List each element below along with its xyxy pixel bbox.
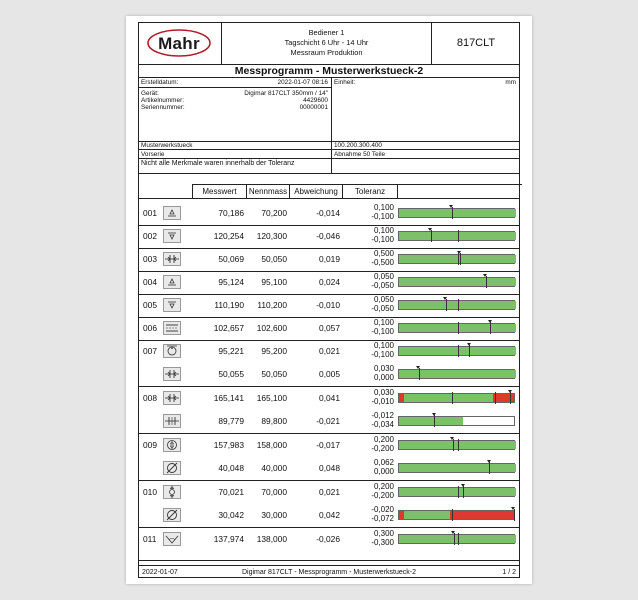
tolerance-upper: 0,100 (373, 341, 394, 350)
tolerance-bar (398, 346, 515, 356)
bore-center-icon (163, 438, 181, 452)
table-row (126, 387, 532, 410)
device-value: Digimar 817CLT 350mm / 14" (244, 90, 328, 97)
measurement-marker (483, 274, 487, 277)
measurement-report-sheet (126, 16, 532, 584)
tolerance-tick (490, 322, 491, 334)
col-nominal: Nennmass (248, 187, 288, 196)
device-code: 817CLT (456, 37, 496, 49)
measurement-marker (450, 437, 454, 440)
tolerance-lower: 0,000 (373, 373, 394, 382)
tolerance-tick (489, 462, 490, 474)
deviation-value: 0,021 (319, 487, 340, 497)
tolerance-tick (458, 322, 459, 334)
row-id: 010 (143, 487, 157, 497)
tolerance-bar (398, 487, 515, 497)
tolerance-upper: 0,030 (373, 388, 394, 397)
measured-value: 95,221 (218, 346, 244, 356)
measured-value: 50,055 (218, 369, 244, 379)
tolerance-bar (398, 510, 515, 520)
deviation-value: 0,042 (319, 510, 340, 520)
table-row (126, 248, 532, 271)
table-row (126, 225, 532, 248)
row-id: 011 (143, 534, 157, 544)
row-id: 008 (143, 393, 157, 403)
created-value: 2022-01-07 08:16 (277, 79, 328, 86)
measurement-marker (457, 251, 461, 254)
measured-value: 120,254 (213, 231, 244, 241)
tolerance-bar (398, 369, 515, 379)
operator-text: Bediener 1 (308, 28, 345, 37)
tolerance-lower: -0,050 (371, 304, 394, 313)
measurement-marker (487, 460, 491, 463)
row-id: 003 (143, 254, 157, 264)
measured-value: 102,657 (213, 323, 244, 333)
measured-value: 50,069 (218, 254, 244, 264)
row-separator (138, 560, 520, 561)
measured-value: 165,141 (213, 393, 244, 403)
serial-label: Seriennummer: (141, 104, 185, 111)
deviation-value: 0,021 (319, 346, 340, 356)
deviation-value: -0,017 (316, 440, 340, 450)
tolerance-upper: 0,100 (373, 203, 394, 212)
mahr-logo-text: Mahr (158, 34, 200, 53)
footer-page: 1 / 2 (502, 569, 516, 576)
tolerance-bar (398, 393, 515, 403)
tolerance-ok-zone (404, 394, 495, 402)
unit-label: Einheit: (334, 79, 356, 86)
tolerance-ok-zone (399, 278, 516, 286)
tolerance-tick (446, 299, 447, 311)
tolerance-lower: -0,100 (371, 350, 394, 359)
deviation-value: -0,026 (316, 534, 340, 544)
footer-date: 2022-01-07 (142, 569, 178, 576)
fixture-value: Abnahme 50 Teile (334, 151, 386, 158)
deviation-value: -0,046 (316, 231, 340, 241)
tolerance-upper: 0,300 (373, 529, 394, 538)
col-tolerance: Toleranz (354, 187, 386, 196)
tolerance-tick (458, 253, 459, 265)
tolerance-tick (452, 509, 453, 521)
tolerance-tick (453, 439, 454, 451)
measured-value: 30,042 (218, 510, 244, 520)
nominal-value: 70,000 (261, 487, 287, 497)
deviation-value: 0,024 (319, 277, 340, 287)
width-icon (163, 367, 181, 381)
nominal-value: 110,200 (257, 300, 287, 310)
tolerance-lower: -0,200 (371, 491, 394, 500)
angle-icon (163, 532, 181, 546)
deviation-value: 0,057 (319, 323, 340, 333)
tolerance-lower: -0,050 (371, 281, 394, 290)
measured-value: 110,190 (214, 300, 244, 310)
measurement-marker (461, 484, 465, 487)
tolerance-bar (398, 440, 515, 450)
nominal-value: 40,000 (261, 463, 287, 473)
table-row (126, 202, 532, 225)
nominal-value: 138,000 (256, 534, 287, 544)
deviation-value: -0,014 (316, 208, 340, 218)
tolerance-fail-zone (399, 511, 404, 519)
tolerance-upper: 0,200 (373, 482, 394, 491)
measurement-marker (416, 366, 420, 369)
tolerance-tick (514, 509, 515, 521)
measurement-marker (443, 297, 447, 300)
tolerance-upper: 0,200 (373, 435, 394, 444)
col-measured: Messwert (202, 187, 237, 196)
measured-value: 89,779 (218, 416, 244, 426)
table-row (126, 528, 532, 551)
measurement-marker (451, 531, 455, 534)
measurement-marker (428, 228, 432, 231)
tolerance-tick (434, 415, 435, 427)
article-value: 4429600 (303, 97, 328, 104)
measurement-marker (432, 413, 436, 416)
measured-value: 40,048 (218, 463, 244, 473)
measurement-marker (449, 205, 453, 208)
tolerance-lower: -0,100 (371, 212, 394, 221)
tolerance-ok-zone (399, 370, 516, 378)
nominal-value: 120,300 (256, 231, 287, 241)
article-label: Artikelnummer: (141, 97, 184, 104)
tolerance-lower: -0,100 (371, 235, 394, 244)
tolerance-lower: -0,200 (371, 444, 394, 453)
row-id: 002 (143, 231, 157, 241)
tolerance-tick (458, 533, 459, 545)
table-row (126, 363, 532, 386)
row-id: 001 (143, 208, 157, 218)
nominal-value: 50,050 (261, 369, 287, 379)
measured-value: 70,021 (218, 487, 244, 497)
width-icon (163, 252, 181, 266)
tolerance-upper: 0,100 (373, 226, 394, 235)
tolerance-bar (398, 463, 515, 473)
tolerance-tick (458, 345, 459, 357)
nominal-value: 50,050 (261, 254, 287, 264)
tolerance-upper: 0,050 (373, 295, 394, 304)
tolerance-bar (398, 254, 515, 264)
row-id: 004 (143, 277, 157, 287)
nominal-value: 70,200 (261, 208, 287, 218)
bore-height-icon (163, 344, 181, 358)
height-up-icon (163, 206, 181, 220)
tolerance-ok-zone (399, 209, 516, 217)
tolerance-ok-zone (399, 464, 516, 472)
table-row (126, 271, 532, 294)
table-row (126, 457, 532, 480)
tolerance-tick (469, 345, 470, 357)
nominal-value: 95,100 (261, 277, 287, 287)
tolerance-bar (398, 231, 515, 241)
table-row (126, 317, 532, 340)
tolerance-tick (458, 486, 459, 498)
tolerance-fail-zone (450, 511, 514, 519)
table-row (126, 434, 532, 457)
nominal-value: 30,000 (261, 510, 287, 520)
tolerance-lower: -0,072 (371, 514, 394, 523)
tolerance-upper: 0,062 (373, 458, 394, 467)
measurement-marker (508, 390, 512, 393)
nominal-value: 158,000 (256, 440, 287, 450)
tolerance-lower: -0,500 (371, 258, 394, 267)
tolerance-lower: -0,300 (371, 538, 394, 547)
part-number: 100.200.300.400 (334, 142, 382, 149)
tolerance-upper: 0,100 (373, 318, 394, 327)
width-icon (163, 391, 181, 405)
room-text: Messraum Produktion (290, 48, 363, 57)
part-name: Musterwerkstueck (141, 142, 193, 149)
tolerance-ok-zone (404, 511, 452, 519)
tolerance-upper: 0,030 (373, 364, 394, 373)
tolerance-upper: 0,050 (373, 272, 394, 281)
tolerance-tick (419, 368, 420, 380)
row-id: 007 (143, 346, 157, 356)
row-id: 006 (143, 323, 157, 333)
serial-value: 00000001 (299, 104, 328, 111)
nominal-value: 89,800 (261, 416, 287, 426)
nominal-value: 165,100 (256, 393, 287, 403)
tolerance-lower: -0,100 (371, 327, 394, 336)
tolerance-tick (510, 392, 511, 404)
unit-value: mm (505, 79, 516, 86)
height-down-icon (163, 298, 181, 312)
deviation-value: -0,021 (316, 416, 340, 426)
tolerance-bar (398, 300, 515, 310)
diameter-icon (163, 461, 181, 475)
tolerance-tick (452, 207, 453, 219)
table-row (126, 294, 532, 317)
tolerance-lower: -0,034 (371, 420, 394, 429)
row-id: 009 (143, 440, 157, 450)
measurement-marker (467, 343, 471, 346)
tolerance-tick (463, 486, 464, 498)
tolerance-bar (398, 277, 515, 287)
shaft-center-icon (163, 485, 181, 499)
nominal-value: 95,200 (261, 346, 287, 356)
table-row (126, 410, 532, 433)
mahr-logo (146, 28, 212, 58)
table-row (126, 340, 532, 363)
row-id: 005 (143, 300, 157, 310)
device-label: Gerät: (141, 90, 159, 97)
tolerance-tick (458, 230, 459, 242)
deviation-value: 0,019 (319, 254, 340, 264)
height-down-icon (163, 229, 181, 243)
measurement-marker (488, 320, 492, 323)
tolerance-tick (458, 439, 459, 451)
tolerance-bar (398, 416, 515, 426)
distance-icon (163, 321, 181, 335)
tolerance-upper: -0,020 (371, 505, 394, 514)
tolerance-fail-zone (399, 394, 404, 402)
measured-value: 137,974 (213, 534, 244, 544)
nominal-value: 102,600 (256, 323, 287, 333)
deviation-value: 0,048 (319, 463, 340, 473)
groove-icon (163, 414, 181, 428)
measurement-marker (511, 507, 515, 510)
table-row (126, 481, 532, 504)
deviation-value: -0,010 (316, 300, 340, 310)
tolerance-upper: 0,500 (373, 249, 394, 258)
shift-text: Tagschicht 6 Uhr - 14 Uhr (284, 38, 369, 47)
tolerance-tick (460, 253, 461, 265)
measured-value: 95,124 (218, 277, 244, 287)
tolerance-tick (458, 299, 459, 311)
tolerance-tick (495, 392, 496, 404)
col-deviation: Abweichung (294, 187, 338, 196)
tolerance-tick (452, 392, 453, 404)
tolerance-tick (431, 230, 432, 242)
result-note: Nicht alle Merkmale waren innerhalb der Toleranz (141, 160, 295, 167)
report-title: Messprogramm - Musterwerkstueck-2 (234, 65, 424, 77)
fixture-label: Vorserie (141, 151, 165, 158)
tolerance-ok-zone (399, 417, 463, 425)
deviation-value: 0,005 (319, 369, 340, 379)
tolerance-bar (398, 323, 515, 333)
tolerance-bar (398, 208, 515, 218)
diameter-icon (163, 508, 181, 522)
created-label: Erstelldatum: (141, 79, 179, 86)
tolerance-tick (454, 533, 455, 545)
tolerance-lower: -0,010 (371, 397, 394, 406)
tolerance-upper: -0,012 (371, 411, 394, 420)
tolerance-lower: 0,000 (373, 467, 394, 476)
tolerance-bar (398, 534, 515, 544)
table-row (126, 504, 532, 527)
measured-value: 157,983 (213, 440, 244, 450)
footer-title: Digimar 817CLT - Messprogramm - Musterwerkstueck-2 (241, 569, 416, 576)
measured-value: 70,186 (218, 208, 244, 218)
tolerance-tick (486, 276, 487, 288)
height-up-icon (163, 275, 181, 289)
deviation-value: 0,041 (319, 393, 340, 403)
